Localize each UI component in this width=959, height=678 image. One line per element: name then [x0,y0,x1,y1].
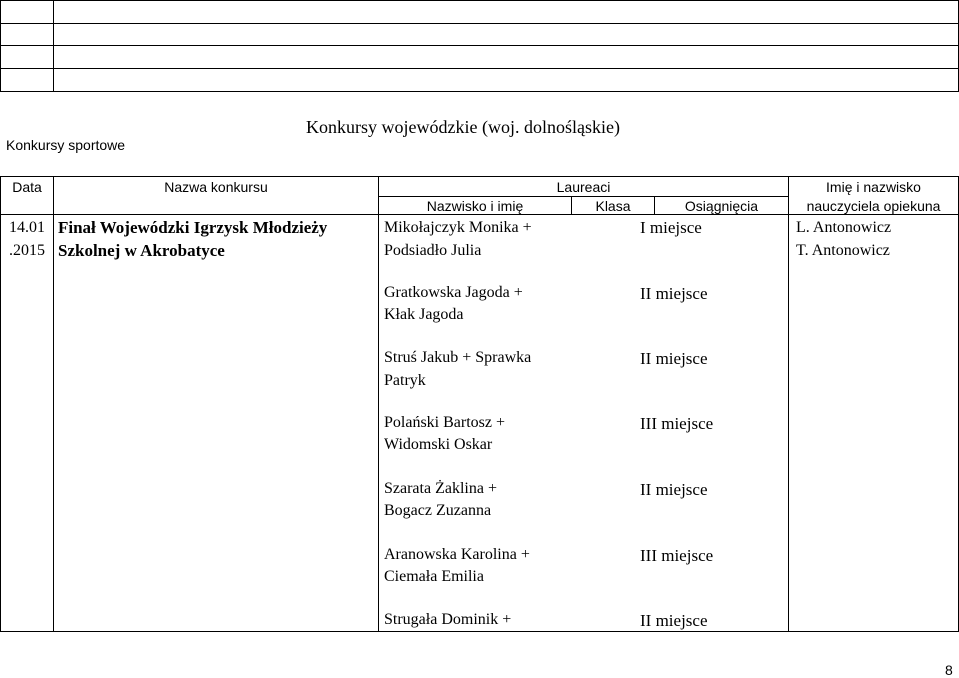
subheader-achievements: Osiągnięcia [684,198,759,214]
laureate-name-line1: Aranowska Karolina + [384,546,530,563]
section-label: Konkursy sportowe [6,137,126,153]
page-number: 8 [945,662,953,678]
subheader-name: Nazwisko i imię [426,198,524,214]
entry-teacher: T. Antonowicz [796,242,890,259]
laureate-name-line2: Patryk [384,372,426,389]
laureate-result: II miejsce [640,480,708,499]
laureate-result: II miejsce [640,349,708,368]
laureate-name-line1: Struś Jakub + Sprawka [384,349,532,366]
laureate-name-line1: Polański Bartosz + [384,414,506,431]
laureate-result: III miejsce [640,414,714,433]
laureate-name-line1: Strugała Dominik + [384,611,512,628]
entry-date-line1: 14.01 [9,219,45,236]
entry-date-line2: .2015 [9,242,45,259]
header-teacher-line1: Imię i nazwisko [826,179,921,195]
header-teacher-line2: nauczyciela opiekuna [806,198,941,214]
laureate-result: II miejsce [640,611,708,630]
laureate-result: II miejsce [640,284,708,303]
entry-teacher: L. Antonowicz [796,219,892,236]
header-date: Data [12,179,42,195]
laureate-name-line2: Bogacz Zuzanna [384,502,492,519]
laureate-name-line2: Widomski Oskar [384,436,493,453]
entry-contest-line2: Szkolnej w Akrobatyce [58,241,225,260]
laureate-name-line1: Gratkowska Jagoda + [384,284,523,301]
laureate-name-line2: Kłak Jagoda [384,306,464,323]
laureate-result: III miejsce [640,546,714,565]
header-contest-name: Nazwa konkursu [164,179,268,195]
laureate-name-line2: Ciemała Emilia [384,568,484,585]
entry-contest-line1: Finał Wojewódzki Igrzysk Młodzieży [58,218,328,237]
laureate-name-line1: Mikołajczyk Monika + [384,219,532,236]
subheader-class: Klasa [595,198,631,214]
header-laureates: Laureaci [556,179,611,195]
laureate-name-line2: Podsiadło Julia [384,242,482,259]
section-title: Konkursy wojewódzkie (woj. dolnośląskie) [306,117,620,137]
laureate-result: I miejsce [640,218,702,237]
laureate-name-line1: Szarata Żaklina + [384,480,497,497]
